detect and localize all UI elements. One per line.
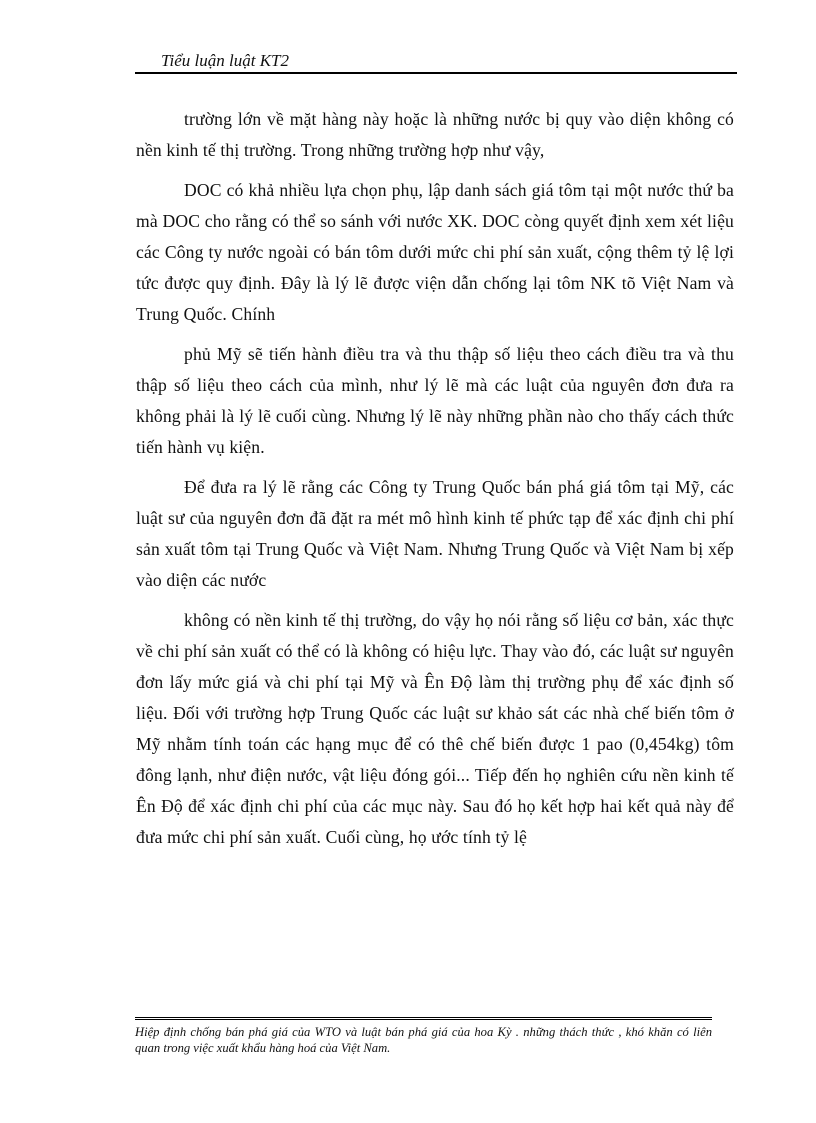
paragraph: phủ Mỹ sẽ tiến hành điều tra và thu thập số liệu theo cách điều tra và thu thập số liệu theo cách của mình, như lý lẽ mà các luật của nguyên đơn đưa ra không phải là lý lẽ cuối cùng. Nhưng lý lẽ này những phần nào cho thấy cách thức tiến hành vụ kiện. — [136, 344, 734, 457]
page-footer — [135, 1017, 712, 1056]
paragraph: DOC có khả nhiều lựa chọn phụ, lập danh sách giá tôm tại một nước thứ ba mà DOC cho rằng có thể so sánh với nước XK. DOC còng quyết định xem xét liệu các Công ty nước ngoài có bán tôm dưới mức chi phí sản xuất, cộng thêm tỷ lệ lợi tức được quy định. Đây là lý lẽ được viện dẫn chống lại tôm NK tõ Việt Nam và Trung Quốc. Chính — [136, 180, 734, 324]
header-title: Tiểu luận luật KT2 — [161, 51, 289, 70]
page-header — [135, 50, 737, 74]
document-body — [136, 104, 734, 853]
paragraph: trường lớn về mặt hàng này hoặc là những nước bị quy vào diện không có nền kinh tế thị trường. Trong những trường hợp như vậy, — [136, 109, 734, 160]
footer-text: Hiệp định chống bán phá giá của WTO và luật bán phá giá của hoa Kỳ . những thách thức , khó khăn có liên quan trong việc xuất khẩu hàng hoá của Việt Nam. — [135, 1025, 712, 1055]
paragraph: không có nền kinh tế thị trường, do vậy họ nói rằng số liệu cơ bản, xác thực về chi phí sản xuất có thể có là không có hiệu lực. Thay vào đó, các luật sư nguyên đơn lấy mức giá và chi phí tại Mỹ và Ên Độ làm thị trường phụ để xác định số liệu. Đối với trường hợp Trung Quốc các luật sư khảo sát các nhà chế biến tôm ở Mỹ nhằm tính toán các hạng mục để có thê chế biến được 1 pao (0,454kg) tôm đông lạnh, như điện nước, vật liệu đóng gói... Tiếp đến họ nghiên cứu nền kinh tế Ên Độ để xác định chi phí của các mục này. Sau đó họ kết hợp hai kết quả này để đưa mức chi phí sản xuất. Cuối cùng, họ ước tính tỷ lệ — [136, 610, 734, 847]
paragraph: Để đưa ra lý lẽ rằng các Công ty Trung Quốc bán phá giá tôm tại Mỹ, các luật sư của nguyên đơn đã đặt ra mét mô hình kinh tế phức tạp để xác định chi phí sản xuất tôm tại Trung Quốc và Việt Nam. Nhưng Trung Quốc và Việt Nam bị xếp vào diện các nước — [136, 477, 734, 590]
